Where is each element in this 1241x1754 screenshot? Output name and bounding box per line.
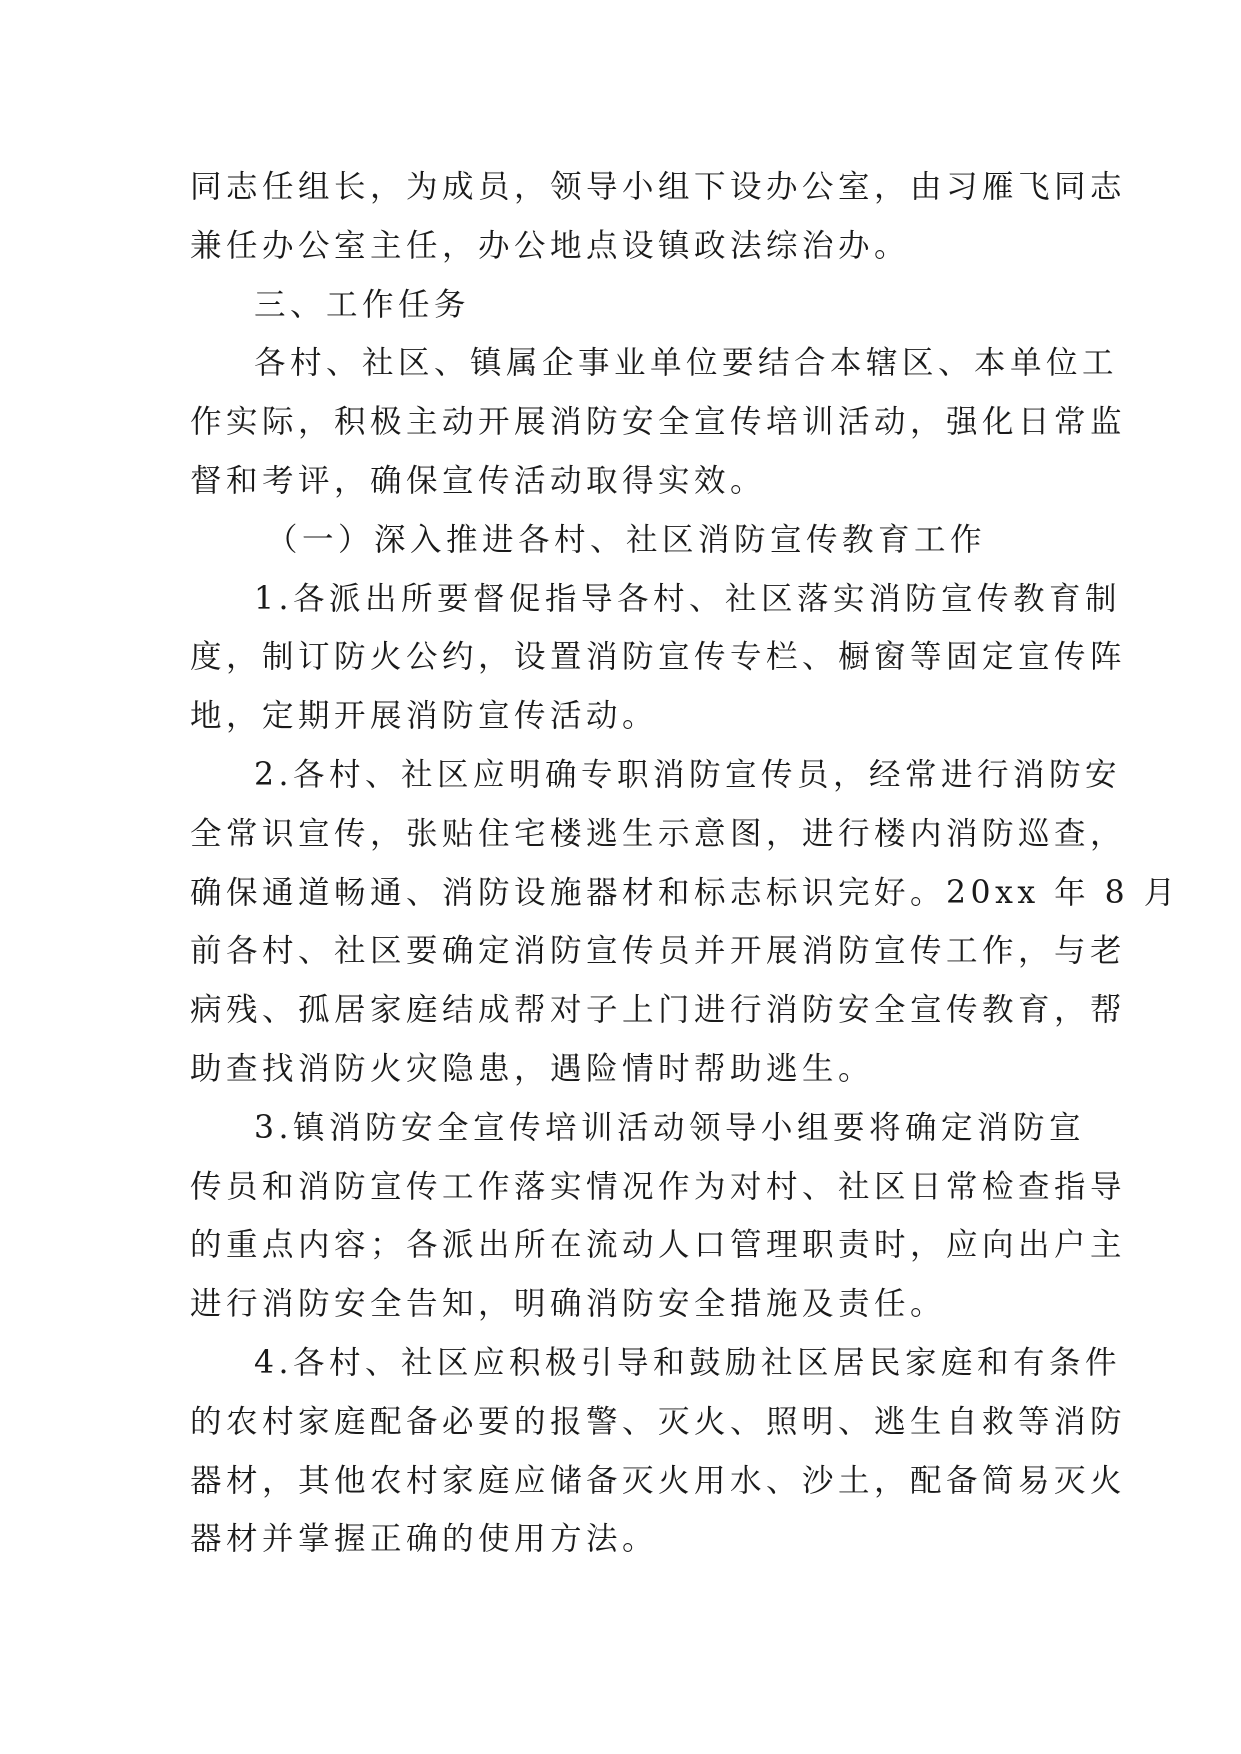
text-line: 作实际，积极主动开展消防安全宣传培训活动，强化日常监 xyxy=(190,404,1127,441)
list-item-4 xyxy=(190,1334,1127,1569)
text-line: 的重点内容；各派出所在流动人口管理职责时，应向出户主 xyxy=(190,1227,1127,1264)
list-item-3 xyxy=(190,1099,1127,1334)
text-line: 的农村家庭配备必要的报警、灭火、照明、逃生自救等消防 xyxy=(190,1403,1127,1440)
text-line: 助查找消防火灾隐患，遇险情时帮助逃生。 xyxy=(190,1050,875,1087)
heading-text: 三、工作任务 xyxy=(254,286,471,323)
text-line: 前各村、社区要确定消防宣传员并开展消防宣传工作，与老 xyxy=(190,933,1127,970)
list-item-2 xyxy=(190,746,1180,1099)
text-line: 全常识宣传，张贴住宅楼逃生示意图，进行楼内消防巡查， xyxy=(190,815,1127,852)
text-line: 器材，其他农村家庭应储备灭火用水、沙土，配备简易灭火 xyxy=(190,1462,1127,1499)
text-line: 度，制订防火公约，设置消防宣传专栏、橱窗等固定宣传阵 xyxy=(190,639,1127,676)
document-body xyxy=(190,158,1180,1569)
text-line: 督和考评，确保宣传活动取得实效。 xyxy=(190,462,767,499)
text-line: 各村、社区、镇属企事业单位要结合本辖区、本单位工 xyxy=(254,345,1119,382)
text-line: 2.各村、社区应明确专职消防宣传员，经常进行消防安 xyxy=(254,756,1122,793)
paragraph-section-body xyxy=(190,334,1127,510)
subsection-heading-1 xyxy=(190,511,1052,570)
list-item-1 xyxy=(190,570,1127,746)
text-line: 1.各派出所要督促指导各村、社区落实消防宣传教育制 xyxy=(254,580,1122,617)
text-line: 传员和消防宣传工作落实情况作为对村、社区日常检查指导 xyxy=(190,1168,1127,1205)
text-line: 4.各村、社区应积极引导和鼓励社区居民家庭和有条件 xyxy=(254,1344,1122,1381)
text-line: 同志任组长，为成员，领导小组下设办公室，由习雁飞同志 xyxy=(190,169,1127,205)
text-line: 病残、孤居家庭结成帮对子上门进行消防安全宣传教育，帮 xyxy=(190,992,1127,1029)
text-line: 器材并掌握正确的使用方法。 xyxy=(190,1521,659,1558)
text-line: 进行消防安全告知，明确消防安全措施及责任。 xyxy=(190,1286,947,1323)
text-line: 3.镇消防安全宣传培训活动领导小组要将确定消防宣 xyxy=(254,1109,1086,1146)
text-line: 确保通道畅通、消防设施器材和标志标识完好。20xx 年 8 月 xyxy=(190,874,1180,911)
text-line: 兼任办公室主任，办公地点设镇政法综治办。 xyxy=(190,227,911,264)
section-heading-work-tasks xyxy=(190,276,1052,335)
paragraph-intro-continuation xyxy=(190,158,1127,276)
subheading-text: （一）深入推进各村、社区消防宣传教育工作 xyxy=(266,521,987,558)
text-line: 地，定期开展消防宣传活动。 xyxy=(190,698,659,735)
